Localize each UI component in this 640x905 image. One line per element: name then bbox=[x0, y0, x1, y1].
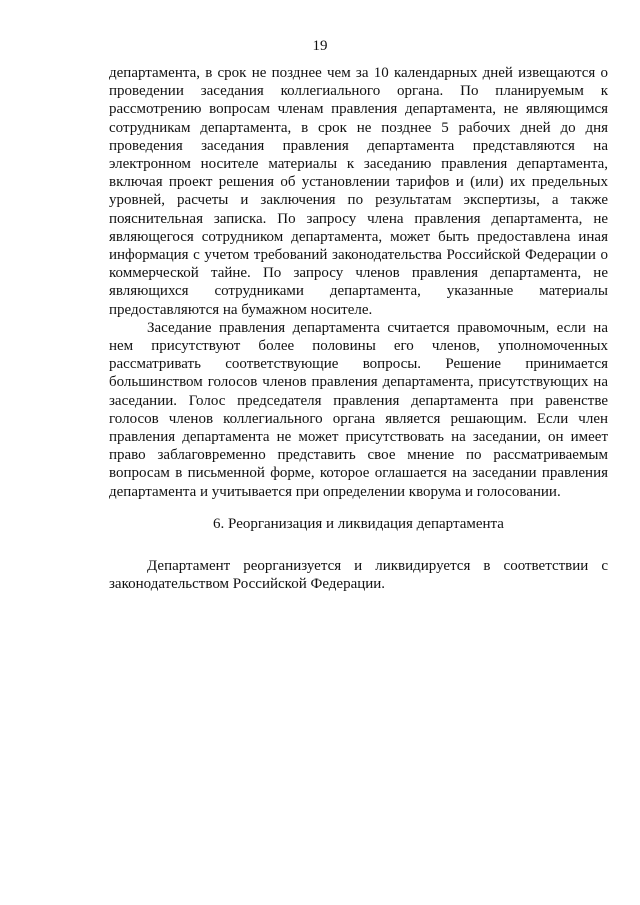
document-body bbox=[109, 64, 608, 593]
page-number: 19 bbox=[312, 38, 328, 54]
paragraph-reorganization: Департамент реорганизуется и ликвидируется в соответствии с законодательством Российской Федерации. bbox=[109, 557, 608, 593]
section-heading: 6. Реорганизация и ликвидация департамента bbox=[213, 515, 504, 532]
paragraph-quorum: Заседание правления департамента считается правомочным, если на нем присутствуют более половины его членов, уполномоченных рассматривать соответствующие вопросы. Решение принимается большинством голосов членов правления департамента, присутствующих на заседании. Голос председателя правления департамента при равенстве голосов членов коллегиального органа является решающим. Если член правления департамента не может присутствовать на заседании, он имеет право заблаговременно представить свое мнение по рассматриваемым вопросам в письменной форме, которое оглашается на заседании правления департамента и учитывается при определении кворума и голосовании. bbox=[109, 319, 608, 500]
paragraph-continuation: департамента, в срок не позднее чем за 10 календарных дней извещаются о проведении заседания коллегиального органа. По планируемым к рассмотрению вопросам членам правления департамента, не являющимся сотрудникам департамента, в срок не позднее 5 рабочих дней до дня проведения заседания правления департамента представляются на электронном носителе материалы к заседанию правления департамента, включая проект решения об установлении тарифов и (или) их предельных уровней, расчеты и заключения по результатам экспертизы, а также пояснительная записка. По запросу члена правления департамента, не являющегося сотрудником департамента, может быть предоставлена иная информация с учетом требований законодательства Российской Федерации о коммерческой тайне. По запросу членов правления департамента, не являющихся сотрудниками департамента, указанные материалы предоставляются на бумажном носителе. bbox=[109, 65, 608, 318]
